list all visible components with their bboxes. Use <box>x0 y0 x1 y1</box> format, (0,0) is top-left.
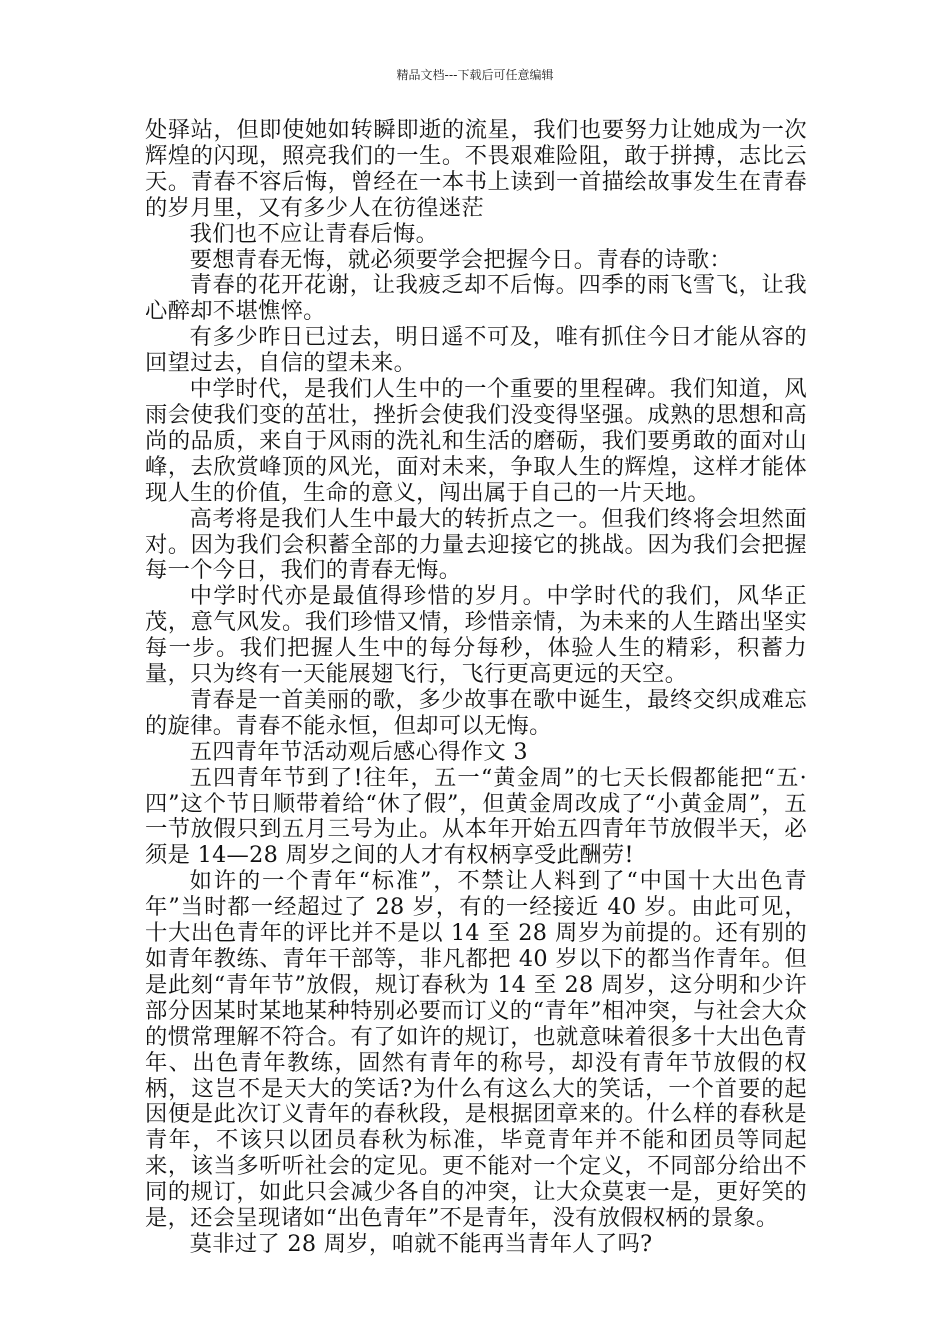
section-heading: 五四青年节活动观后感心得作文 3 <box>189 738 528 765</box>
paragraph-2: 我们也不应让青春后悔。 <box>189 220 439 247</box>
paragraph-5: 有多少昨日已过去，明日遥不可及，唯有抓住今日才能从容的回望过去，自信的望未来。 <box>145 324 807 377</box>
paragraph-9: 青春是一首美丽的歌，多少故事在歌中诞生，最终交织成难忘的旋律。青春不能永恒，但却可以无悔。 <box>145 686 807 739</box>
paragraph-6: 中学时代，是我们人生中的一个重要的里程碑。我们知道，风雨会使我们变的茁壮，挫折会使我们没变得坚强。成熟的思想和高尚的品质，来自于风雨的洗礼和生活的磨砺，我们要勇敢的面对山峰，去欣赏峰顶的风光，面对未来，争取人生的辉煌，这样才能体现人生的价值，生命的意义，闯出属于自己的一片天地。 <box>145 376 807 506</box>
paragraph-4: 青春的花开花谢，让我疲乏却不后悔。四季的雨飞雪飞，让我心醉却不堪憔悴。 <box>145 272 807 325</box>
paragraph-3: 要想青春无悔，就必须要学会把握今日。青春的诗歌： <box>189 246 732 273</box>
page-header: 精品文档---下载后可任意编辑 <box>396 68 554 82</box>
paragraph-10: 五四青年节到了!往年，五一“黄金周”的七天长假都能把“五·四”这个节日顺带着给“休了假”，但黄金周改成了“小黄金周”，五一节放假只到五月三号为止。从本年开始五四青年节放假半天，必须是 14—28 周岁之间的人才有权柄享受此酬劳! <box>145 764 807 869</box>
paragraph-12: 莫非过了 28 周岁，咱就不能再当青年人了吗? <box>189 1230 653 1257</box>
paragraph-1: 处驿站，但即使她如转瞬即逝的流星，我们也要努力让她成为一次辉煌的闪现，照亮我们的一生。不畏艰难险阻，敢于拼搏，志比云天。青春不容后悔，曾经在一本书上读到一首描绘故事发生在青春的岁月里，又有多少人在彷徨迷茫 <box>145 117 807 221</box>
paragraph-8: 中学时代亦是最值得珍惜的岁月。中学时代的我们，风华正茂，意气风发。我们珍惜又情，珍惜亲情，为未来的人生踏出坚实每一步。我们把握人生中的每分每秒，体验人生的精彩，积蓄力量，只为终有一天能展翅飞行，飞行更高更远的天空。 <box>145 583 807 688</box>
document-body <box>145 118 807 1258</box>
paragraph-11: 如许的一个青年“标准”，不禁让人料到了“中国十大出色青年”当时都一经超过了 28 岁，有的一经接近 40 岁。由此可见，十大出色青年的评比并不是以 14 至 28 周岁为前提的。还有别的如青年教练、青年干部等，非凡都把 40 岁以下的都当作青年。但是此刻“青年节”放假，规订春秋为 14 至 28 周岁，这分明和少许部分因某时某地某种特别必要而订义的“青年”相冲突，与社会大众的惯常理解不符合。有了如许的规订，也就意味着很多十大出色青年、出色青年教练，固然有青年的称号，却没有青年节放假的权柄，这岂不是天大的笑话?为什么有这么大的笑话，一个首要的起因便是此次订义青年的春秋段，是根据团章来的。什么样的春秋是青年，不该只以团员春秋为标准，毕竟青年并不能和团员等同起来，该当多听听社会的定见。更不能对一个定义，不同部分给出不同的规订，如此只会减少各自的冲突，让大众莫衷一是，更好笑的是，还会呈现诸如“出色青年”不是青年，没有放假权柄的景象。 <box>145 868 807 1232</box>
paragraph-7: 高考将是我们人生中最大的转折点之一。但我们终将会坦然面对。因为我们会积蓄全部的力量去迎接它的挑战。因为我们会把握每一个今日，我们的青春无悔。 <box>145 505 807 584</box>
